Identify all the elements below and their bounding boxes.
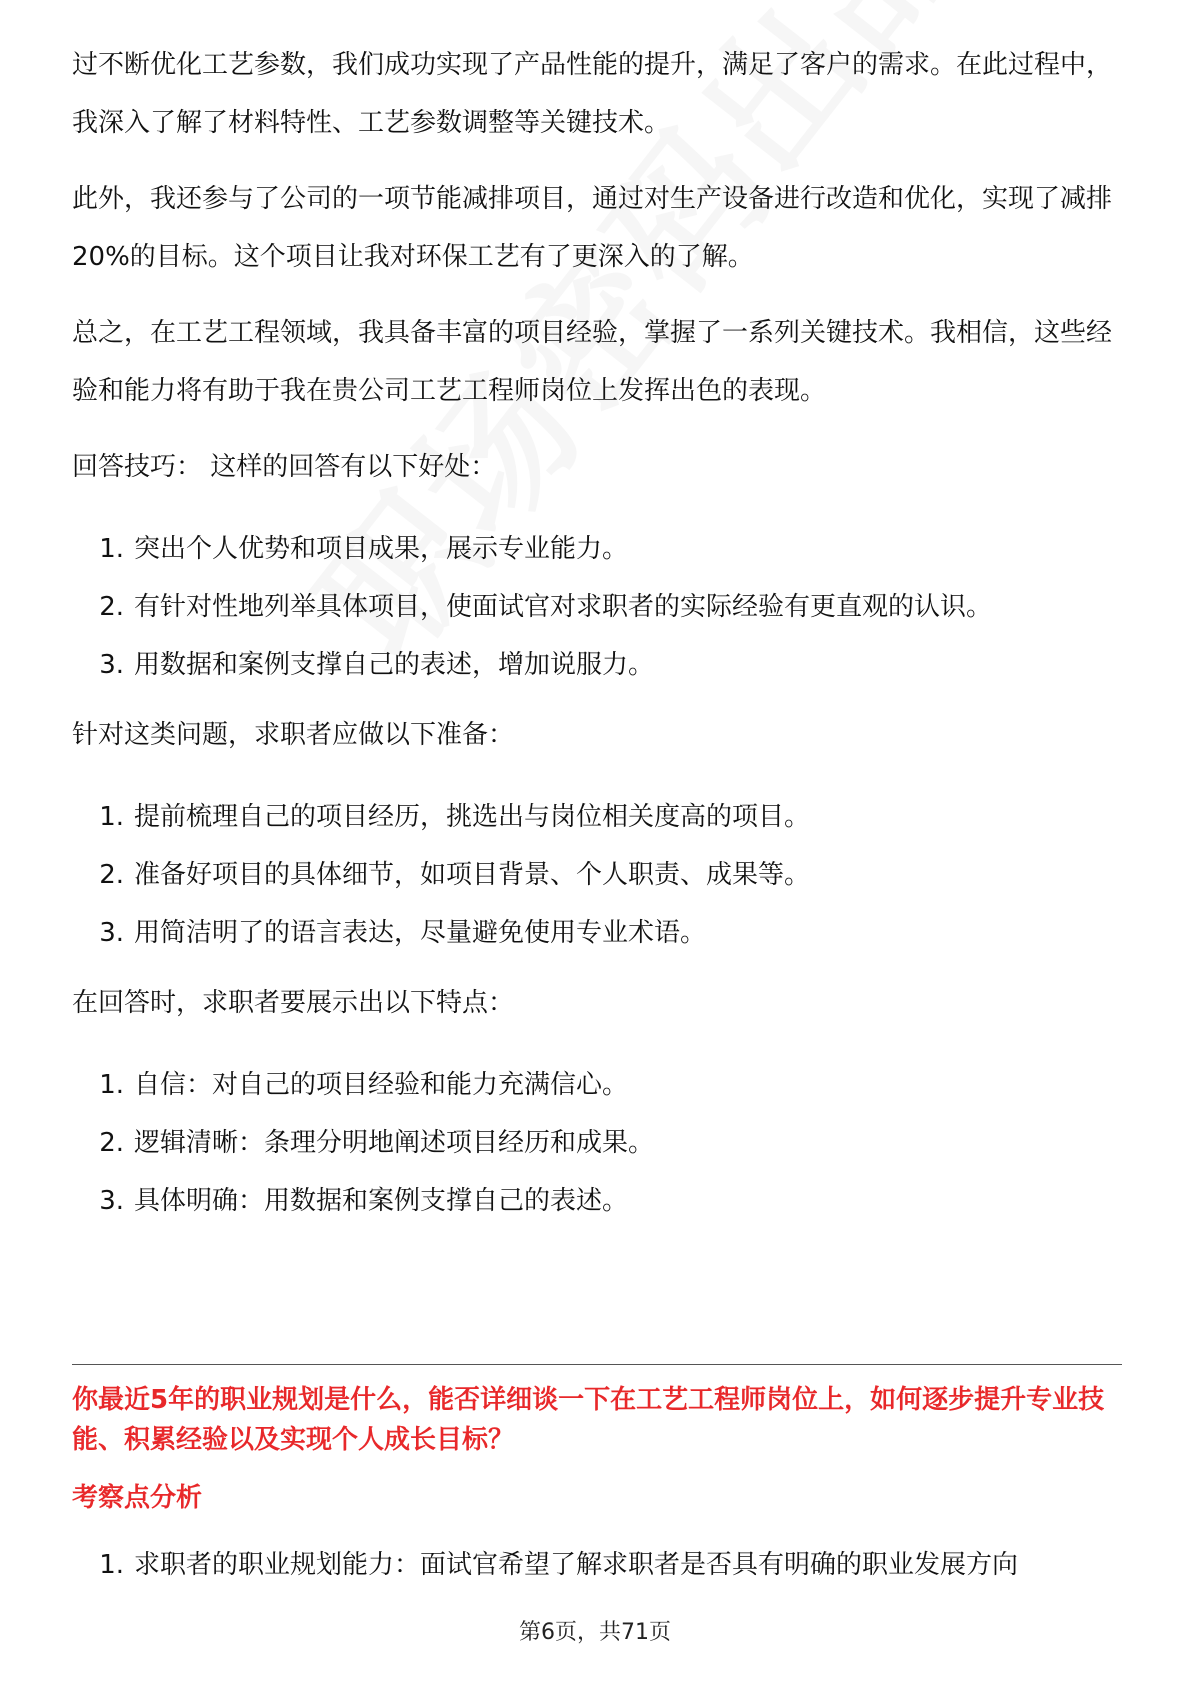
list-item: 2. 有针对性地列举具体项目，使面试官对求职者的实际经验有更直观的认识。 [99, 592, 993, 622]
section-divider [72, 1364, 1122, 1365]
interview-question: 你最近5年的职业规划是什么，能否详细谈一下在工艺工程师岗位上，如何逐步提升专业技能、积累经验以及实现个人成长目标？ [72, 1385, 1105, 1455]
list-item: 3. 具体明确：用数据和案例支撑自己的表述。 [99, 1186, 629, 1216]
traits-intro: 在回答时，求职者要展示出以下特点： [72, 988, 515, 1018]
traits-list [72, 1056, 1122, 1230]
preparation-list [72, 788, 1122, 962]
list-item: 3. 用数据和案例支撑自己的表述，增加说服力。 [99, 650, 655, 680]
list-item: 1. 求职者的职业规划能力：面试官希望了解求职者是否具有明确的职业发展方向 [99, 1550, 1019, 1580]
answer-tips-intro: 回答技巧： 这样的回答有以下好处： [72, 452, 497, 482]
list-item: 2. 逻辑清晰：条理分明地阐述项目经历和成果。 [99, 1128, 655, 1158]
paragraph-energy-saving: 此外，我还参与了公司的一项节能减排项目，通过对生产设备进行改造和优化，实现了减排20%的目标。这个项目让我对环保工艺有了更深入的了解。 [72, 184, 1113, 272]
analysis-heading: 考察点分析 [72, 1483, 203, 1513]
list-item: 1. 突出个人优势和项目成果，展示专业能力。 [99, 534, 629, 564]
preparation-intro: 针对这类问题，求职者应做以下准备： [72, 720, 515, 750]
list-item: 3. 用简洁明了的语言表达，尽量避免使用专业术语。 [99, 918, 707, 948]
paragraph-summary: 总之，在工艺工程领域，我具备丰富的项目经验，掌握了一系列关键技术。我相信，这些经验和能力将有助于我在贵公司工艺工程师岗位上发挥出色的表现。 [72, 318, 1113, 406]
document-page [72, 0, 1122, 1684]
paragraph-process-optimization: 过不断优化工艺参数，我们成功实现了产品性能的提升，满足了客户的需求。在此过程中，我深入了解了材料特性、工艺参数调整等关键技术。 [72, 50, 1113, 138]
list-item: 2. 准备好项目的具体细节，如项目背景、个人职责、成果等。 [99, 860, 811, 890]
analysis-list [72, 1536, 1122, 1594]
list-item: 1. 自信：对自己的项目经验和能力充满信心。 [99, 1070, 629, 1100]
list-item: 1. 提前梳理自己的项目经历，挑选出与岗位相关度高的项目。 [99, 802, 811, 832]
page-number-footer: 第6页，共71页 [519, 1620, 671, 1645]
answer-tips-list [72, 520, 1122, 694]
